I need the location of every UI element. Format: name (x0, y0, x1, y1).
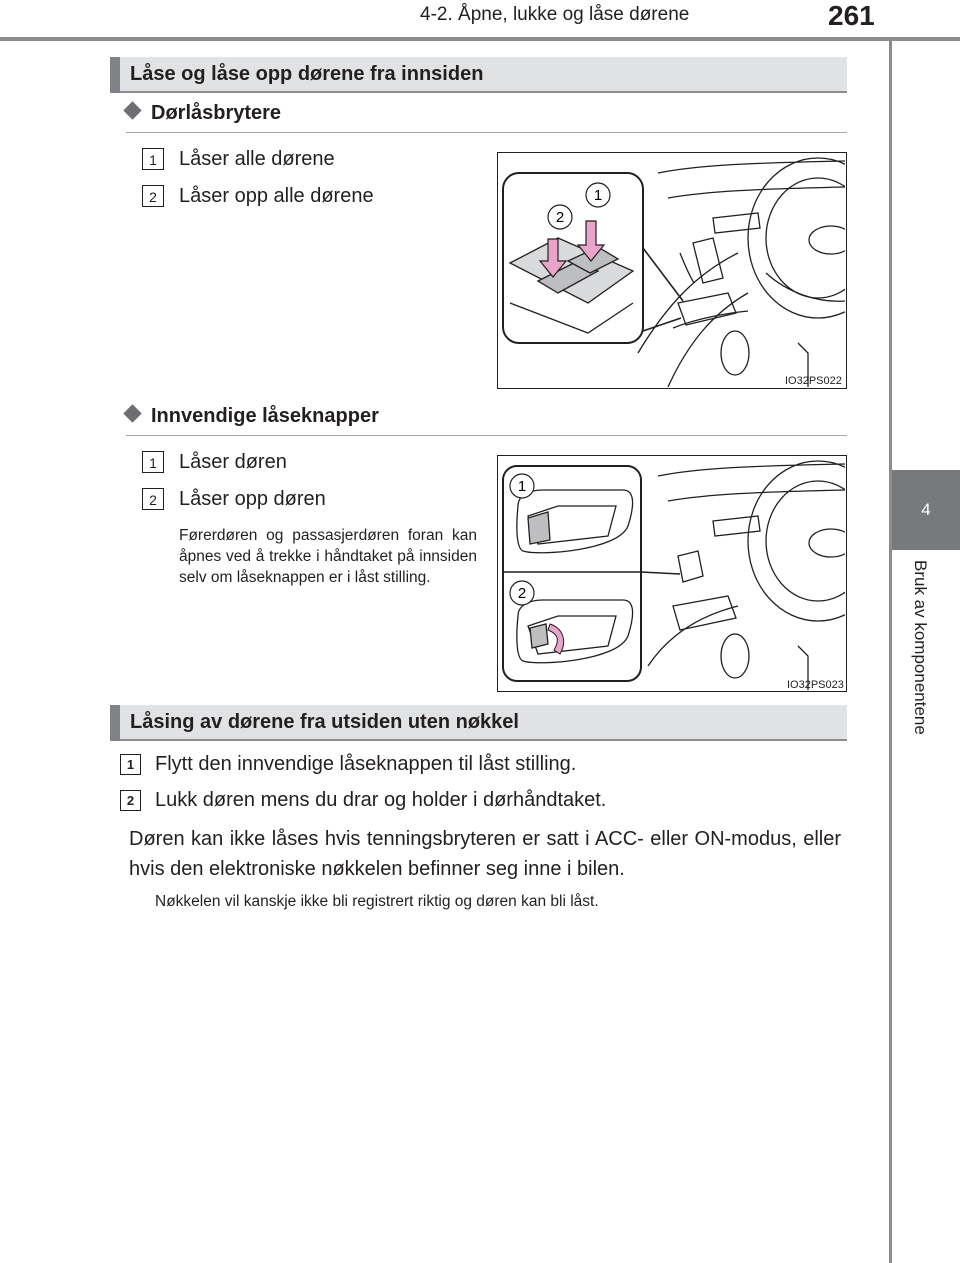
section-title: Låsing av dørene fra utsiden uten nøkkel (130, 711, 519, 733)
note-text: Førerdøren og passasjerdøren foran kan åpnes ved å trekke i håndtaket på innsiden selv om låseknappen er i låst stilling. (179, 527, 477, 586)
item-number-badge: 2 (142, 185, 164, 207)
item-number-badge: 1 (142, 451, 164, 473)
section-header-bar (110, 57, 120, 93)
subheading-inner-lock-buttons (126, 405, 379, 428)
diamond-bullet-icon (123, 101, 141, 119)
chapter-title-tab: Bruk av komponentene (911, 560, 930, 735)
door-lock-switch-illustration (497, 152, 847, 389)
door-handle-drawing (498, 456, 845, 690)
page-number: 261 (828, 0, 875, 31)
item-number-badge: 1 (142, 148, 164, 170)
list-item: Låser døren (179, 451, 287, 473)
subheading-door-switches (126, 102, 281, 125)
list-item: Låser opp døren (179, 488, 326, 510)
section-header-bar (110, 705, 120, 741)
list-item: Låser opp alle dørene (179, 185, 374, 207)
figure-callout: 1 (593, 187, 603, 204)
section-header (110, 705, 847, 741)
figure-code: IO32PS023 (787, 679, 844, 691)
figure-callout: 1 (517, 478, 527, 495)
section-title: Låse og låse opp dørene fra innsiden (130, 63, 484, 85)
subheading-rule (126, 435, 847, 436)
figure-code: IO32PS022 (785, 375, 842, 387)
step-text: Lukk døren mens du drar og holder i dørhåndtaket. (155, 789, 607, 811)
note-text: Nøkkelen vil kanskje ikke bli registrert riktig og døren kan bli låst. (155, 893, 599, 910)
subheading-text: Innvendige låseknapper (151, 405, 379, 427)
diamond-bullet-icon (123, 404, 141, 422)
step-number-badge: 1 (120, 754, 141, 775)
step-number-badge: 2 (120, 790, 141, 811)
dashboard-switch-drawing (498, 153, 845, 387)
chapter-number-tab: 4 (892, 470, 960, 550)
section-header (110, 57, 847, 93)
step-text: Flytt den innvendige låseknappen til låst stilling. (155, 753, 577, 775)
figure-callout: 2 (555, 209, 565, 226)
inner-lock-button-illustration (497, 455, 847, 692)
side-tab-rule (889, 40, 892, 1263)
body-paragraph: Døren kan ikke låses hvis tenningsbryteren er satt i ACC- eller ON-modus, eller hvis den elektroniske nøkkelen befinner seg inne i bilen. (129, 828, 841, 880)
subheading-text: Dørlåsbrytere (151, 102, 282, 124)
figure-callout: 2 (517, 585, 527, 602)
header-divider (0, 37, 960, 41)
subheading-rule (126, 132, 847, 133)
list-item: Låser alle dørene (179, 148, 335, 170)
running-header-title: 4-2. Åpne, lukke og låse dørene (420, 4, 690, 25)
item-number-badge: 2 (142, 488, 164, 510)
